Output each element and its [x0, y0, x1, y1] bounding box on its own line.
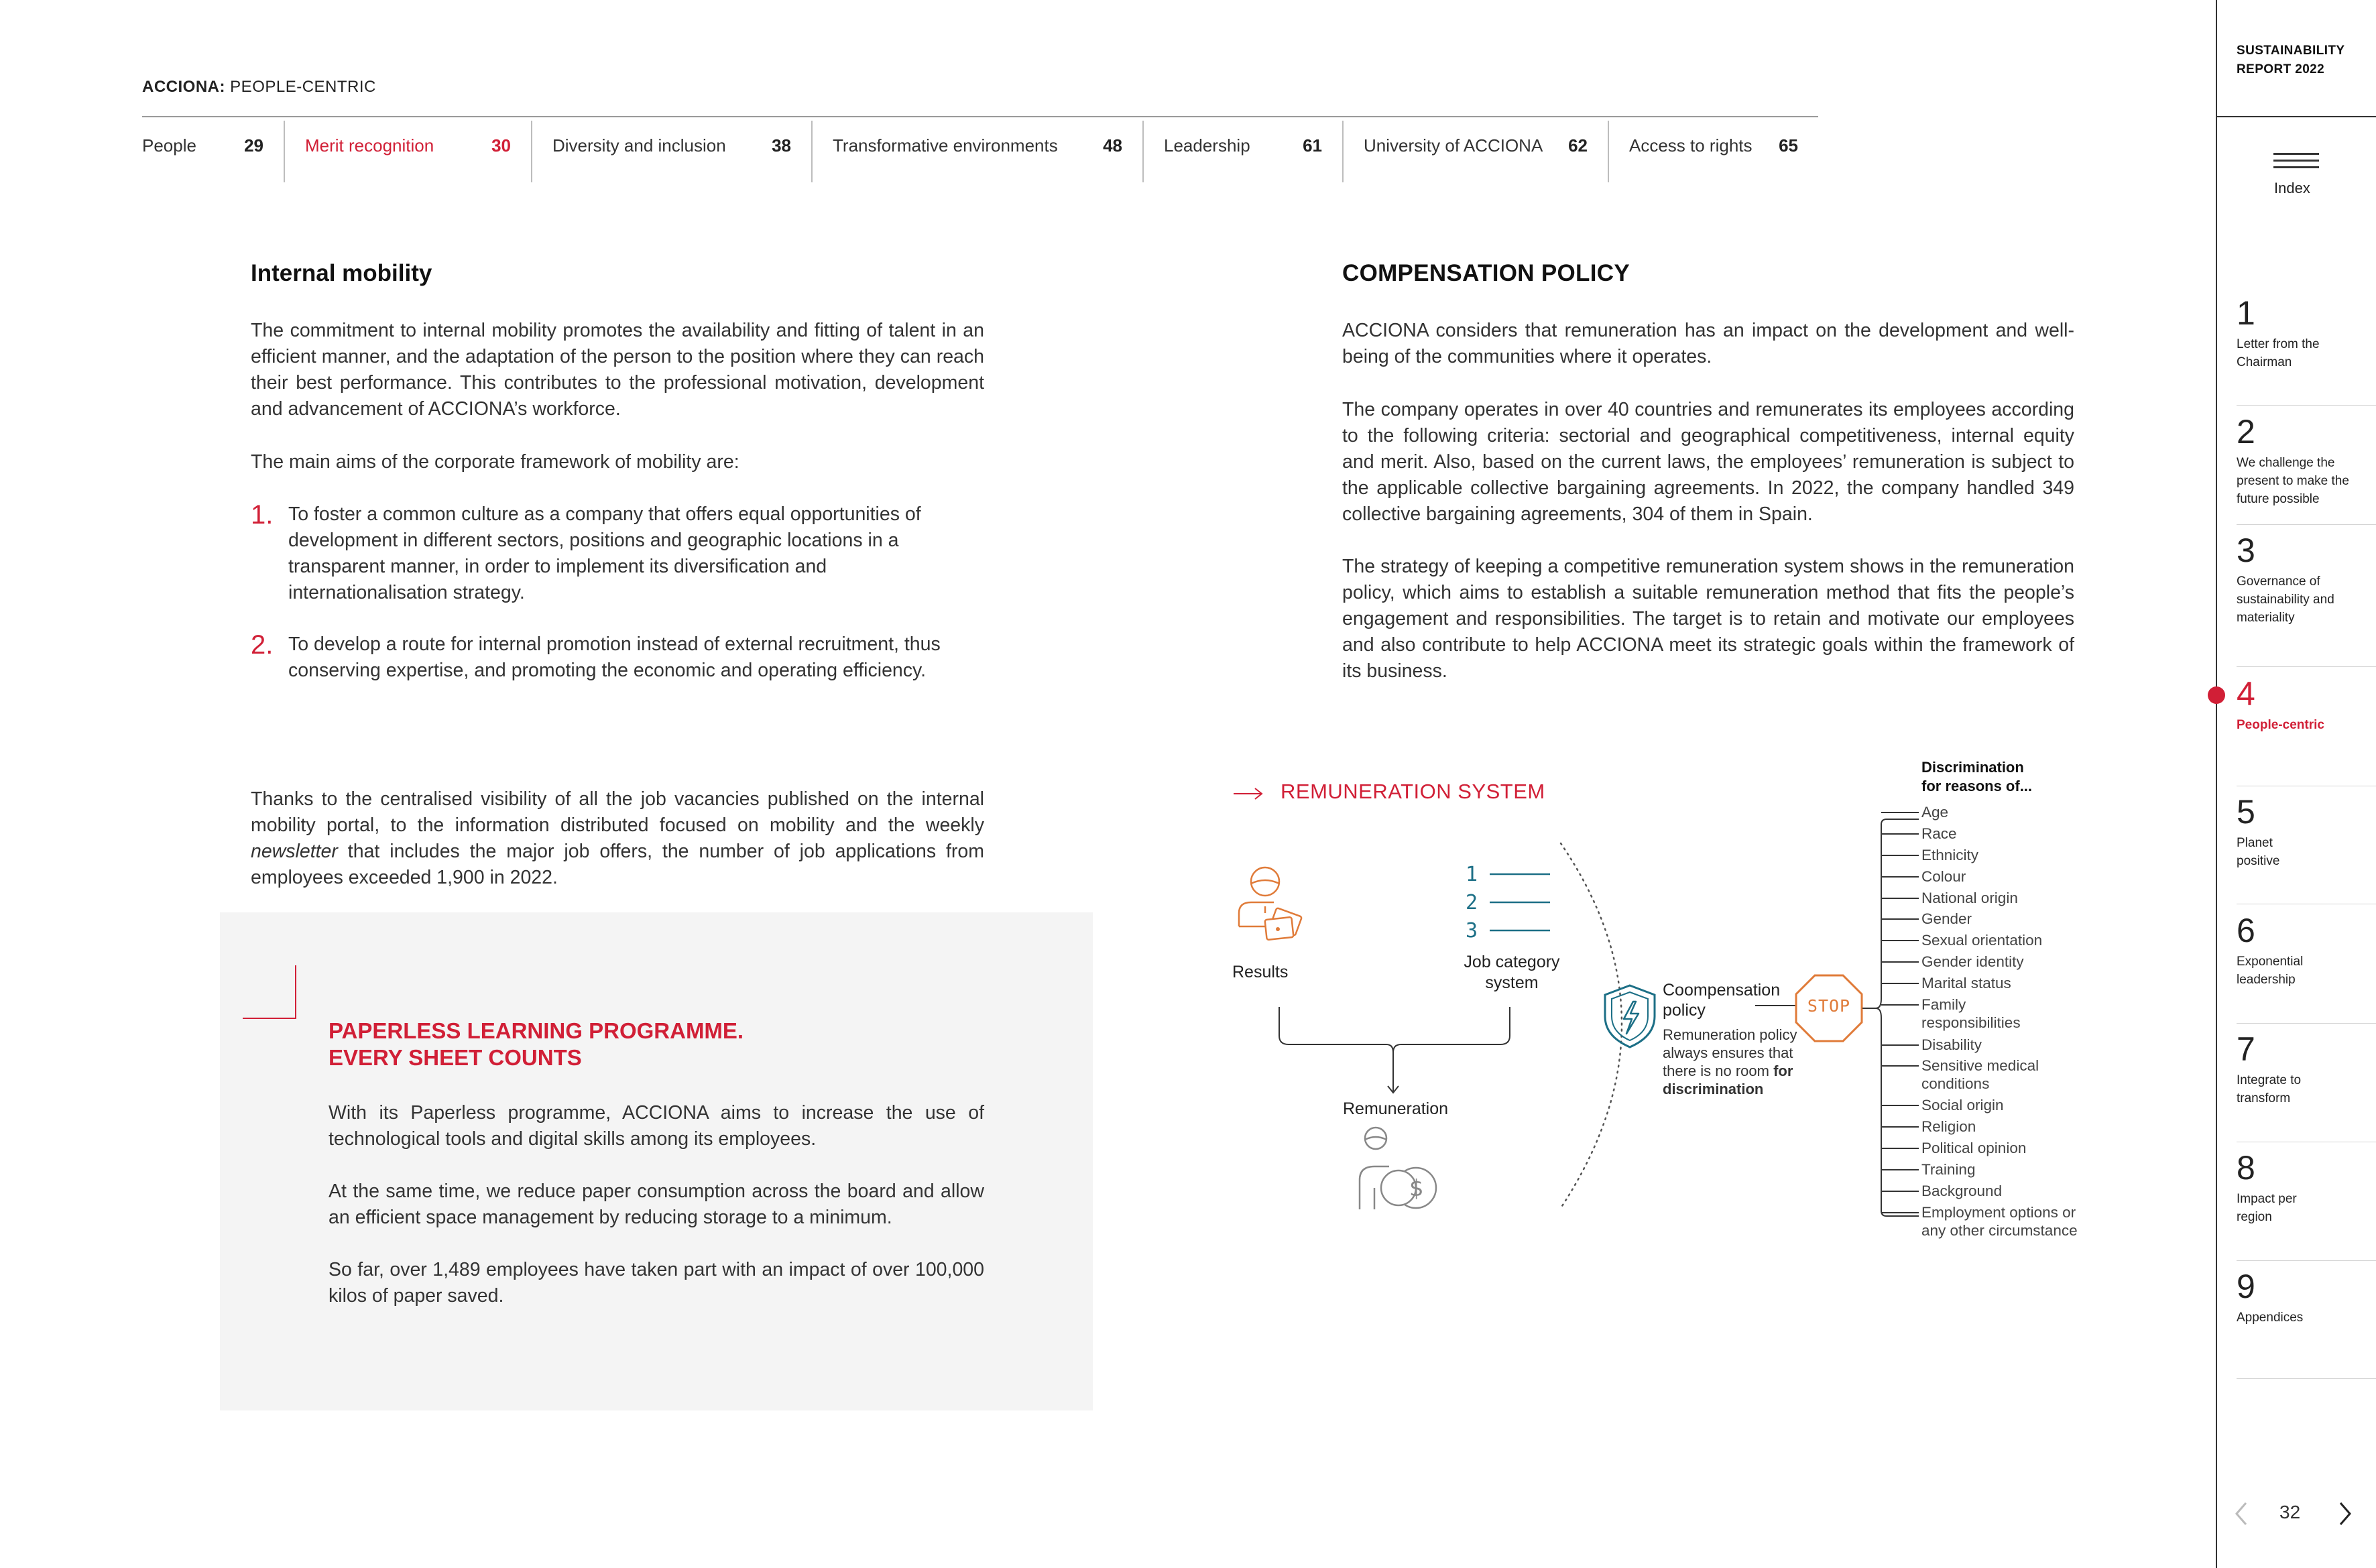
- internal-mobility-heading: Internal mobility: [251, 260, 432, 286]
- job-category-lines-icon: [1488, 865, 1555, 945]
- connector-line: [1755, 999, 1795, 1012]
- nav-page: 65: [1779, 135, 1798, 156]
- chapter-title: Impact per region: [2237, 1192, 2297, 1224]
- stop-sign-label: STOP: [1807, 996, 1851, 1016]
- chapter-number: 6: [2237, 912, 2255, 949]
- reason-ticks: [1881, 812, 1919, 1213]
- chapter-9[interactable]: [2237, 1268, 2371, 1327]
- remuneration-label: Remuneration: [1343, 1099, 1449, 1118]
- results-label: Results: [1232, 963, 1289, 981]
- chapter-2[interactable]: [2237, 414, 2371, 508]
- breadcrumb-brand: ACCIONA:: [142, 78, 225, 96]
- portal-text-a: Thanks to the centralised visibility of all the job vacancies published on the internal mobility portal, to the information distributed focused on mobility and the weekly: [251, 788, 984, 836]
- nav-page: 30: [491, 135, 511, 156]
- nav-item-people[interactable]: [142, 121, 285, 182]
- page-number: 32: [2279, 1502, 2301, 1522]
- chapter-divider: [2237, 524, 2376, 525]
- nav-page: 62: [1568, 135, 1588, 156]
- nav-item-merit-recognition[interactable]: [285, 121, 532, 182]
- reason-race: Race: [1921, 825, 1957, 842]
- paperless-paragraph: So far, over 1,489 employees have taken part with an impact of over 100,000 kilos of paper saved.: [329, 1259, 984, 1307]
- reason-background: Background: [1921, 1183, 2003, 1199]
- job-number: 2: [1466, 891, 1478, 914]
- chapter-divider: [2237, 666, 2376, 667]
- reason-national-origin: National origin: [1921, 890, 2018, 906]
- compensation-paragraph: ACCIONA considers that remuneration has an impact on the development and well-being of the communities where it operates.: [1342, 320, 2074, 367]
- reasons-tree: [1862, 811, 1923, 1227]
- list-item: [251, 631, 984, 684]
- job-number: 1: [1466, 863, 1478, 886]
- current-chapter-dot: [2208, 686, 2225, 704]
- nav-label: University of ACCIONA: [1364, 135, 1543, 156]
- chapter-4[interactable]: [2237, 676, 2371, 734]
- chapter-3[interactable]: [2237, 532, 2371, 627]
- compensation-title-line: Coompensation: [1663, 981, 1781, 1000]
- chapter-divider: [2237, 405, 2376, 406]
- reason-social-origin: Social origin: [1921, 1097, 2004, 1113]
- paperless-box: [220, 912, 1093, 1410]
- chapter-divider: [2237, 1023, 2376, 1024]
- nav-label: Merit recognition: [305, 135, 434, 156]
- menu-icon: [2273, 160, 2319, 162]
- discrimination-title-line: Discrimination: [1921, 759, 2024, 776]
- remuneration-person-icon: [1352, 1126, 1445, 1213]
- menu-icon: [2273, 153, 2319, 155]
- chapter-5[interactable]: [2237, 794, 2371, 870]
- sidebar-divider: [2216, 0, 2217, 1568]
- discrimination-title-line: for reasons of...: [1921, 778, 2033, 794]
- reason-religion: Religion: [1921, 1118, 1976, 1135]
- nav-label: Access to rights: [1629, 135, 1753, 156]
- chapter-number: 8: [2237, 1149, 2255, 1187]
- portal-text-b: that includes the major job offers, the number of job applications from employees exceeded 1,900 in 2022.: [251, 841, 984, 888]
- comp-text-a: Remuneration policy always ensures that there is no room: [1663, 1026, 1797, 1079]
- list-text: To develop a route for internal promotion instead of external recruitment, thus conserving expertise, and promoting the economic and operating efficiency.: [288, 634, 941, 681]
- chapter-8[interactable]: [2237, 1150, 2371, 1226]
- reason-age: Age: [1921, 804, 1949, 821]
- chapter-1[interactable]: [2237, 295, 2371, 371]
- index-label[interactable]: Index: [2274, 180, 2310, 196]
- paperless-title: [329, 1018, 865, 1071]
- reason-disability: Disability: [1921, 1036, 1982, 1053]
- chapter-title: People-centric: [2237, 718, 2324, 732]
- paperless-paragraph: At the same time, we reduce paper consumption across the board and allow an efficient space management by reducing storage to a minimum.: [329, 1181, 984, 1228]
- chapter-title: Letter from the Chairman: [2237, 337, 2320, 369]
- results-person-icon: [1234, 865, 1321, 952]
- nav-page: 38: [772, 135, 791, 156]
- merge-bracket: [1274, 1006, 1522, 1099]
- next-page-icon[interactable]: [2335, 1499, 2355, 1528]
- header-divider: [142, 116, 1818, 117]
- reason-sensitive-medical: Sensitive medical conditions: [1921, 1057, 2039, 1092]
- nav-page: 48: [1103, 135, 1122, 156]
- breadcrumb: [142, 78, 376, 97]
- reason-political-opinion: Political opinion: [1921, 1140, 2027, 1156]
- reason-gender-identity: Gender identity: [1921, 953, 2024, 970]
- compensation-policy-text: [1663, 1026, 1803, 1098]
- chapter-title: Planet positive: [2237, 836, 2280, 868]
- nav-item-access-to-rights[interactable]: [1609, 121, 1818, 182]
- nav-page: 29: [244, 135, 263, 156]
- reason-marital-status: Marital status: [1921, 975, 2011, 991]
- nav-item-transformative-environments[interactable]: [813, 121, 1144, 182]
- compensation-paragraph: The strategy of keeping a competitive remuneration system shows in the remuneration policy, which aims to establish a suitable remuneration method that fits the people’s engagement and responsibilities. The target is to retain and motivate our employees and also contribute to help ACCIONA meet its strategic goals within the framework of its business.: [1342, 556, 2074, 682]
- nav-item-leadership[interactable]: [1144, 121, 1344, 182]
- paperless-title-line: EVERY SHEET COUNTS: [329, 1045, 582, 1070]
- nav-label: Transformative environments: [833, 135, 1058, 156]
- chapter-number: 1: [2237, 294, 2255, 332]
- compensation-heading: COMPENSATION POLICY: [1342, 260, 1630, 286]
- reason-sexual-orientation: Sexual orientation: [1921, 932, 2043, 949]
- chapter-title: We challenge the present to make the future possible: [2237, 456, 2349, 506]
- compensation-paragraph: The company operates in over 40 countries and remunerates its employees according to the following criteria: sectorial and geographical competitiveness, internal equity and merit. Also, based on the current laws, the employees’ remuneration is subject to the applicable collective bargaining agreements. In 2022, the company handled 349 collective bargaining agreements, 304 of them in Spain.: [1342, 399, 2074, 525]
- nav-item-university[interactable]: [1344, 121, 1609, 182]
- chapter-title: Governance of sustainability and materiality: [2237, 575, 2334, 625]
- previous-page-icon[interactable]: [2231, 1499, 2251, 1528]
- paperless-title-line: PAPERLESS LEARNING PROGRAMME.: [329, 1018, 744, 1043]
- internal-mobility-paragraph: The commitment to internal mobility promotes the availability and fitting of talent in an efficient manner, and the adaptation of the person to the position where they can reach their best performance. This contributes to the professional motivation, development and advancement of ACCIONA’s workforce.: [251, 320, 984, 420]
- chapter-number: 9: [2237, 1268, 2255, 1305]
- remuneration-system-title: REMUNERATION SYSTEM: [1281, 780, 1545, 803]
- report-title: [2237, 42, 2344, 79]
- list-item: [251, 501, 984, 606]
- reason-family-responsibilities: Family responsibilities: [1921, 996, 2021, 1031]
- chapter-number: 2: [2237, 413, 2255, 450]
- chapter-divider: [2237, 1378, 2376, 1379]
- newsletter-text: newsletter: [251, 841, 338, 862]
- list-text: To foster a common culture as a company that offers equal opportunities of development in different sectors, positions and geographic locations in a transparent manner, in order to implement its diversification and internationalisation strategy.: [288, 503, 921, 603]
- menu-icon: [2273, 166, 2319, 168]
- chapter-title: Exponential leadership: [2237, 955, 2304, 987]
- chapter-6[interactable]: [2237, 912, 2371, 989]
- reason-colour: Colour: [1921, 868, 1966, 885]
- chapter-number: 7: [2237, 1030, 2255, 1068]
- box-corner-accent: [243, 1018, 296, 1019]
- chapter-divider: [2237, 1260, 2376, 1261]
- job-category-line: system: [1485, 973, 1539, 992]
- nav-label: People: [142, 135, 196, 156]
- breadcrumb-section: PEOPLE-CENTRIC: [230, 78, 376, 96]
- paperless-paragraph: With its Paperless programme, ACCIONA aims to increase the use of technological tools and digital skills among its employees.: [329, 1102, 984, 1150]
- job-category-label: [1455, 952, 1569, 993]
- box-corner-accent: [295, 965, 296, 1019]
- discrimination-title: [1921, 758, 2032, 796]
- nav-page: 61: [1303, 135, 1322, 156]
- nav-label: Diversity and inclusion: [552, 135, 726, 156]
- reason-gender: Gender: [1921, 910, 1972, 927]
- nav-item-diversity-inclusion[interactable]: [532, 121, 813, 182]
- svg-text:$: $: [1409, 1175, 1424, 1202]
- compensation-title-line: policy: [1663, 1001, 1706, 1020]
- reason-training: Training: [1921, 1161, 1976, 1178]
- reason-employment-options: Employment options or any other circumstance: [1921, 1204, 2078, 1239]
- arrow-right-icon: [1232, 784, 1266, 804]
- chapter-number: 4: [2237, 675, 2255, 713]
- nav-label: Leadership: [1164, 135, 1250, 156]
- chapter-title: Integrate to transform: [2237, 1073, 2302, 1105]
- index-button[interactable]: [2266, 146, 2326, 206]
- sidebar-header-divider: [2217, 116, 2376, 117]
- report-title-line: REPORT 2022: [2237, 62, 2325, 76]
- section-nav: [142, 121, 1818, 182]
- chapter-number: 3: [2237, 532, 2255, 569]
- mobility-aims-list: [251, 501, 984, 684]
- chapter-title: Appendices: [2237, 1311, 2304, 1325]
- list-number: 2.: [251, 630, 274, 660]
- report-title-line: SUSTAINABILITY: [2237, 44, 2345, 58]
- chapter-number: 5: [2237, 793, 2255, 831]
- comp-text-bold: for discrimination: [1663, 1063, 1793, 1097]
- job-category-line: Job category: [1464, 953, 1560, 971]
- job-number: 3: [1466, 919, 1478, 943]
- mobility-aims-intro: The main aims of the corporate framework of mobility are:: [251, 451, 739, 473]
- list-number: 1.: [251, 500, 274, 530]
- shield-bolt-icon: [1600, 983, 1660, 1050]
- chapter-7[interactable]: [2237, 1031, 2371, 1107]
- mobility-portal-paragraph: [251, 786, 984, 891]
- job-category-numbers: [1466, 861, 1478, 945]
- reason-ethnicity: Ethnicity: [1921, 847, 1979, 863]
